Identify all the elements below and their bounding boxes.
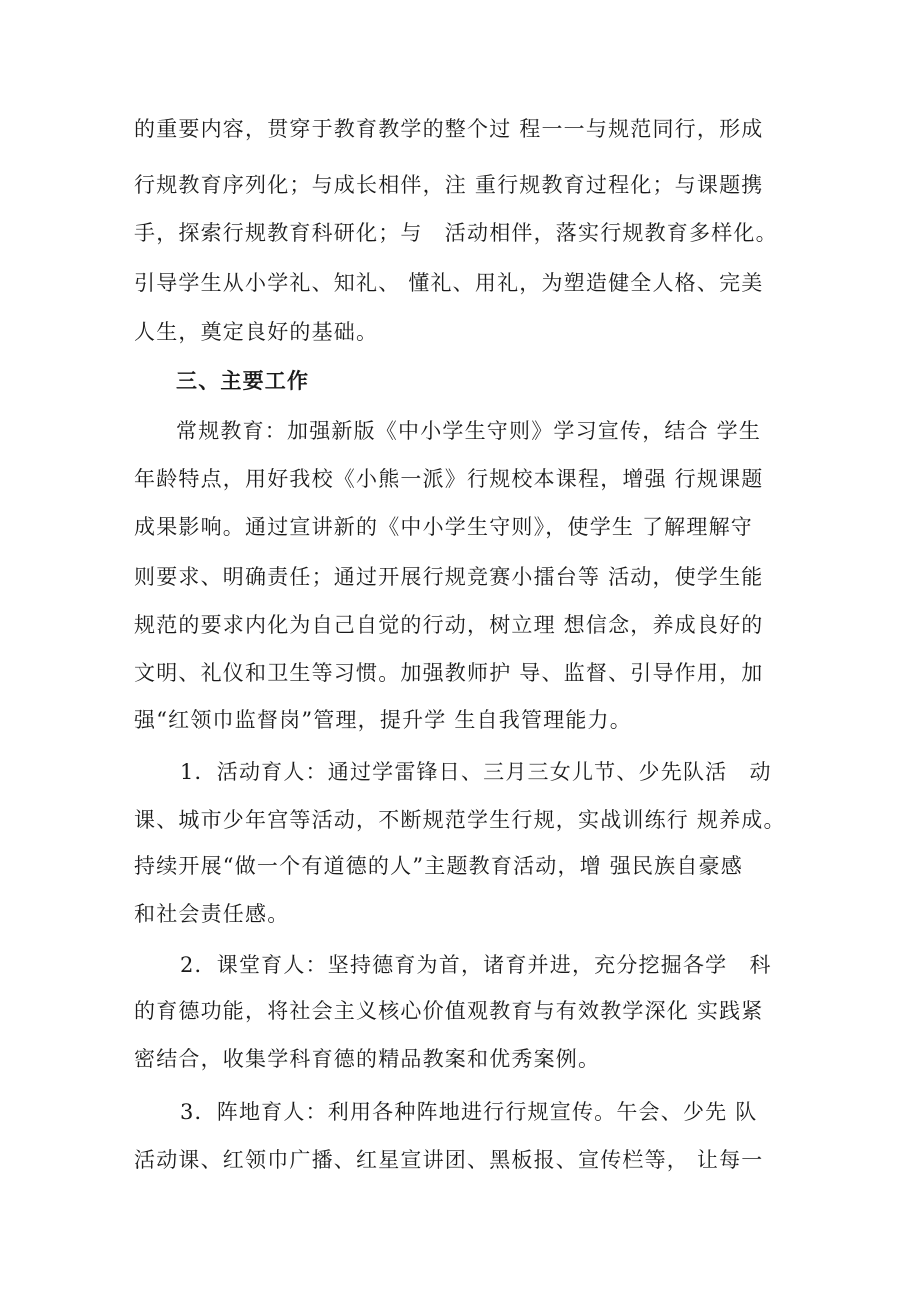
paragraph-line bbox=[0, 1097, 920, 1127]
text-line: 强“红领巾监督岗”管理，提升学 生自我管理能力。 bbox=[134, 708, 632, 732]
text-line: 常规教育：加强新版《中小学生守则》学习宣传，结合 学生 bbox=[176, 419, 762, 443]
paragraph-line bbox=[0, 996, 920, 1026]
text-line: 3．阵地育人：利用各种阵地进行行规宣传。午会、少先 队 bbox=[180, 1100, 758, 1124]
text-line: 成果影响。通过宣讲新的《中小学生守则》，使学生 了解理解守 bbox=[134, 515, 753, 539]
paragraph-line bbox=[0, 464, 920, 494]
paragraph-line bbox=[0, 658, 920, 688]
text-line: 和社会责任感。 bbox=[134, 902, 290, 926]
paragraph-line bbox=[0, 562, 920, 592]
paragraph-line bbox=[0, 950, 920, 980]
paragraph-line bbox=[0, 218, 920, 248]
paragraph-line bbox=[0, 805, 920, 835]
text-line: 2．课堂育人：坚持德育为首，诸育并进，充分挖掘各学 科 bbox=[180, 953, 772, 977]
text-line: 行规教育序列化；与成长相伴，注 重行规教育过程化；与课题携 bbox=[134, 173, 764, 197]
section-heading: 三、主要工作 bbox=[176, 368, 310, 393]
paragraph-line bbox=[0, 114, 920, 144]
paragraph-line bbox=[0, 899, 920, 929]
paragraph-line bbox=[0, 1145, 920, 1175]
paragraph-line bbox=[0, 512, 920, 542]
paragraph-line bbox=[0, 1044, 920, 1074]
text-line: 则要求、明确责任；通过开展行规竞赛小擂台等 活动，使学生能 bbox=[134, 565, 764, 589]
text-line: 密结合，收集学科育德的精品教案和优秀案例。 bbox=[134, 1047, 601, 1071]
text-line: 手，探索行规教育科研化；与 活动相伴，落实行规教育多样化。 bbox=[134, 221, 778, 245]
text-line: 人生，奠定良好的基础。 bbox=[134, 320, 379, 344]
text-line: 文明、礼仪和卫生等习惯。加强教师护 导、监督、引导作用，加 bbox=[134, 661, 764, 685]
text-line: 1．活动育人：通过学雷锋日、三月三女儿节、少先队活 动 bbox=[180, 760, 772, 784]
paragraph-line bbox=[0, 416, 920, 446]
text-line: 持续开展“做一个有道德的人”主题教育活动，增 强民族自豪感 bbox=[134, 854, 743, 878]
text-line: 规范的要求内化为自己自觉的行动，树立理 想信念，养成良好的 bbox=[134, 613, 764, 637]
text-line: 引导学生从小学礼、知礼、 懂礼、用礼，为塑造健全人格、完美 bbox=[134, 271, 764, 295]
paragraph-line bbox=[0, 170, 920, 200]
paragraph-line bbox=[0, 610, 920, 640]
text-line: 年龄特点，用好我校《小熊一派》行规校本课程，增强 行规课题 bbox=[134, 467, 764, 491]
section-heading-line bbox=[0, 366, 920, 396]
paragraph-line bbox=[0, 268, 920, 298]
paragraph-line bbox=[0, 317, 920, 347]
text-line: 的育德功能，将社会主义核心价值观教育与有效教学深化 实践紧 bbox=[134, 999, 764, 1023]
text-line: 活动课、红领巾广播、红星宣讲团、黑板报、宣传栏等， 让每一 bbox=[134, 1148, 764, 1172]
text-line: 课、城市少年宫等活动，不断规范学生行规，实战训练行 规养成。 bbox=[134, 808, 786, 832]
paragraph-line bbox=[0, 851, 920, 881]
paragraph-line bbox=[0, 705, 920, 735]
text-line: 的重要内容，贯穿于教育教学的整个过 程一一与规范同行，形成 bbox=[134, 117, 764, 141]
paragraph-line bbox=[0, 757, 920, 787]
